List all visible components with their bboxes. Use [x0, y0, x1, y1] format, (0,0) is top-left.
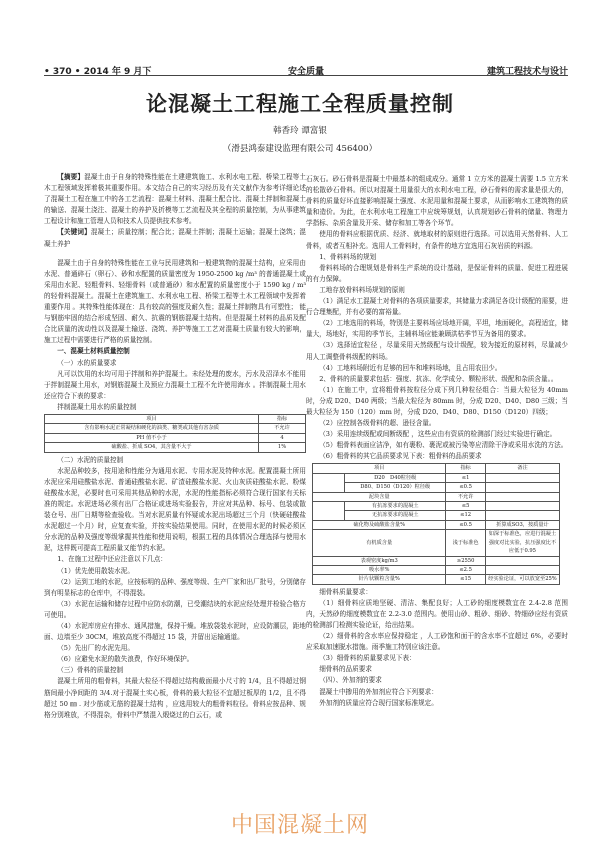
table-cell: 4	[259, 433, 306, 442]
table-cell: 不允许	[259, 424, 306, 433]
table-cell	[485, 473, 559, 482]
table-cell	[485, 556, 559, 565]
list-item: （1）在施工中，宜将粗骨料按粒径分成下列几种粒径组合：当最大粒径为 40mm 时，分成 D20、D40 两级；当最大粒径为 80mm 时，分成 D20、D40、D80 三级；当最大粒径为 150（120）mm 时，分成 D20、D40、D80、D150（D120）四级；	[306, 385, 568, 416]
abstract-text: 混凝土由于自身的特殊性能在土建建筑施工、水利水电工程、桥梁工程等土木工程领域发挥着极其重要作用。本文结合自己的实习经历及有关文献作为参考详细论述了混凝土工程在施工中的各工艺流程：混凝土材料、混凝土配合比、混凝土拌制和混凝土的输送、混凝土浇注、混凝土的养护及折模等工艺流程及其全程的质量控制，为从事建筑工程设计和施工管理人员和技术人员提供技术参考。	[44, 173, 307, 226]
header-rule	[44, 75, 568, 76]
fine-caption: 细骨料的品质要求	[319, 665, 372, 674]
table-cell: 不允许	[446, 492, 486, 501]
table-header: 指标	[259, 414, 306, 423]
yard-paragraph: 骨料料场的合理规划是骨料生产系统的设计基础，是保证骨料的质量、促进工程进展的有力保障。	[306, 263, 568, 283]
yard-principle: 工地存放骨料料场规划的原则	[319, 285, 405, 294]
subsection-heading: （一）水的质量要求	[57, 358, 117, 367]
table-cell: 含有影响水泥正常凝结和硬化的油类、糖类或其他有害杂质	[45, 424, 259, 433]
subsection-heading: （二）水泥的质量控制	[57, 455, 124, 464]
table-row	[313, 520, 560, 529]
subsection-heading: （四）、外加剂的要求	[319, 676, 382, 685]
journal-name: 建筑工程技术与设计	[486, 67, 568, 77]
list-item: （2）细骨料的含水率应保持稳定 ，人工砂饱和面干的含水率不宜超过 6%，必要时应采取加速脱水措施。雨季施工特别应该注意。	[306, 632, 568, 652]
table-cell	[485, 492, 559, 501]
list-item: （1）细骨料应质地坚硬、清洁、集配良好；人工砂的细度模数宜在 2.4-2.8 范围内，天然砂的细度模数宜在 2.2-3.0 范围内。使用山砂、粗砂、细砂、特细砂应经有资质的检测部门检测实验论证，给出结果。	[306, 598, 568, 629]
table-cell: D20 D40粒径级	[345, 473, 446, 482]
table-cell: ≤1	[446, 473, 486, 482]
coarse-aggregate-table	[312, 463, 560, 584]
cement-paragraph: 水泥品种较多，按用途和性能分为通用水泥、专用水泥及特种水泥。配置混凝土所用水泥应采用硅酸盐水泥、普通硅酸盐水泥、矿渣硅酸盐水泥、火山灰质硅酸盐水泥、粉煤硅酸盐水泥，必要时也可采用其他品种的水泥，水泥的性能指标必须符合现行国家有关标准的规定。水泥进场必须有出厂合格证或进场实验报告，并应对其品种、标号、包装或散装仓号、出厂日期等检查验收。当对水泥质量有怀疑或水泥出场超过三个月（快硬硅酸盐水泥超过一个月）时，应复查实验，并按实验结果使用。同时，在使用水泥的时候必须区分水泥的品种及强度等级掌握其性能和使用说明，根据工程的具体情况合理选择与使用水泥，这样既可提高工程质量又能节约水泥。	[44, 466, 306, 553]
list-item: （3）选择适宜粒径 ，尽量采用天然级配与设计级配，较为接近的原材料，尽量减少用人工调整骨料级配的料场。	[306, 341, 568, 361]
list-item: （3）采用连续级配或间断级配 ，这些应由有资质的检测部门经过实验进行确定。	[319, 430, 557, 439]
points-intro: 1、在施工过程中还应注意以下几点：	[57, 555, 167, 564]
list-item: （6）粗骨料的其它品质要求见下表：粗骨料的品质要求	[319, 452, 482, 461]
abstract	[44, 172, 306, 227]
table-cell: 1%	[259, 443, 306, 452]
running-header	[44, 60, 568, 76]
page-info: • 370 • 2014 年 9 月下	[44, 67, 152, 77]
table-cell: 如深于标准色，应进行混凝土强度对比实验，抗压强度比不应低于0.95	[485, 530, 559, 556]
list-item: （3）水泥在运输和储存过程中应防水防潮，已受潮结块的水泥应经处理并检验合格方可使用。	[44, 599, 306, 619]
section-name: 安全质量	[287, 67, 324, 77]
table-header: 项目	[313, 464, 446, 473]
table-cell: 无抗冻要求的混凝土	[345, 511, 446, 520]
list-item: （2）应控制各级骨料的超、逊径含量。	[319, 419, 436, 428]
table-cell: 表观密度kg/m3	[313, 556, 446, 565]
table-row	[45, 433, 306, 442]
table-row	[313, 575, 560, 584]
fine-heading: 细骨料质量要求：	[319, 587, 372, 596]
table-row	[313, 565, 560, 574]
list-item: （6）应避免水泥的散失浪费，作好环境保护。	[57, 655, 194, 664]
table-cell: PH 值不小于	[45, 433, 259, 442]
table-cell	[485, 565, 559, 574]
table-header-row	[45, 414, 306, 423]
water-quality-table	[44, 414, 306, 453]
table-cell: ≤5	[446, 502, 486, 511]
list-item: （5）粗骨料表面应洁净，如有裹粉、裹泥或被污染等应清除干净或采用水洗的方法。	[319, 441, 568, 450]
list-item: （3）细骨料的质量要求见下表：	[319, 654, 416, 663]
table-cell: 经实验论证，可以放宽至25%	[485, 575, 559, 584]
table-header: 指标	[446, 464, 486, 473]
article-title: 论混凝土工程施工全程质量控制	[146, 91, 454, 116]
table-cell: 有机质含量	[313, 530, 446, 556]
aggregate-paragraph: 混凝土所用的粗骨料，其最大粒径不得超过结构截面最小尺寸的 1/4，且不得超过钢筋间最小净间距的 3/4.对于混凝土实心板，骨料的最大粒径不宜超过板厚的 1/2，且不得超过 50 ㎜ . 对少筋或无筋的混凝土结构 ，应选用较大的粗骨料粒径。骨料应按品种、规格分别堆放，不得混杂，骨料中严禁混入煅烧过的白云石，或	[44, 677, 306, 719]
table-row	[313, 473, 560, 482]
keywords-label: 【关键词】	[57, 228, 91, 237]
table-cell	[485, 483, 559, 492]
list-item: （4）工地料场附近有足够的回车和堆料场地，且占用农田少。	[319, 363, 502, 372]
table-row	[313, 556, 560, 565]
table-cell: 泥块含量	[313, 492, 446, 501]
left-column	[44, 172, 306, 721]
table-cell: 吸水率%	[313, 565, 446, 574]
table-header: 备注	[485, 464, 559, 473]
list-item: （1）满足水工混凝土对骨料的各项质量要求，其储量力求满足各设计级配的需要，进行合理集配，并有必要的富裕量。	[306, 297, 568, 317]
table-row	[313, 502, 560, 511]
intro-paragraph: 混凝土由于自身的特殊性能在工业与民用建筑和一般建筑物的混凝土结构，应采用由水泥、普通碎石（卵石）、砂和水配置的质量密度为 1950-2500 kg /m³ 的普通混凝土或采用由水泥、轻粗骨料、轻细骨料（或普通砂）和水配置的质量密度小于 1590 kg / m³ 的轻骨料混凝土。混凝土在建筑施工、水利水电工程、桥梁工程等土木工程领域中发挥着重要作用 。其特殊性能体现在：具有较高的强度及耐久性；混凝土拌制物具有可塑性； 能与钢筋牢固的结合形成坚固、耐久、抗震的钢筋混凝土结构。但是混凝土材料的品质及配合比质量的波动性以及混凝土输送、浇筑、养护等施工工艺对混凝土质量有较大的影响，施工过程中需要进行严格的质量控制。	[44, 258, 306, 345]
continued-paragraph: 石灰石。砂石骨料是混凝土中最基本的组成成分。通常 1 立方米的混凝土需要 1.5 立方米的松散砂石骨料。所以对混凝土用量很大的水利水电工程，砂石骨料的需求量是很大的，骨料的质量好坏直接影响混凝土强度、水泥用量和混凝土要求，从而影响水工建筑物的质量和造价。为此，在水利水电工程施工中应统筹规划，认真规划砂石骨料的储量、物理力学指标、杂质含量及开采、储存和加工等各个环节。	[306, 175, 568, 228]
affiliation: （滑县鸿泰建设监理有限公司 456400）	[222, 144, 378, 154]
quality-intro: 2、骨料的质量要求包括：强度、抗冻、化学成分、颗粒形状、级配和杂质含量。。	[319, 374, 558, 383]
water-paragraph: 凡可以饮用的水均可用于拌制和养护混凝土。未经处理的废水，污水及沼泽水不能用于拌制混凝土用水，对钢筋混凝土及预应力混凝土工程不允许使用海水 。拌制混凝土用水还应符合下表的要求：	[44, 369, 306, 400]
table-cell: D80、D150（D120）粒径级	[345, 483, 446, 492]
table-cell	[485, 511, 559, 520]
table-cell: ≤15	[446, 575, 486, 584]
watermark: 中国混凝土网	[230, 813, 369, 838]
table-cell: ≤0.5	[446, 483, 486, 492]
right-column	[306, 174, 568, 709]
table-row	[45, 424, 306, 433]
table-cell: 针片状颗粒含量%	[313, 575, 446, 584]
section-heading: 一、混凝土材料质量控制	[57, 347, 130, 356]
table-header-row	[313, 464, 560, 473]
table-row	[313, 530, 560, 556]
select-paragraph: 使用的骨料应根据优质、经济、就地取材的原则进行选择。可以选用天然骨料、人工骨料，或者互相补充。选用人工骨料时，有条件的地方宜选用石灰岩质的料源。	[306, 230, 568, 250]
list-item: （4）水泥库房应有排水、通风措施，保持干燥。堆放袋装水泥时，应设防潮层，距地面、边墙至少 30CM，堆放高度不得超过 15 袋，并留出运输通道。	[44, 622, 306, 642]
table-cell: 硫酸盐、折成 SO4，其含量不大于	[45, 443, 259, 452]
table-cell	[485, 502, 559, 511]
table-row	[313, 483, 560, 492]
table-header: 项目	[45, 414, 259, 423]
list-item: （2）运到工地的水泥，应按标明的品种、强度等级、生产厂家和出厂批号，分别储存到有明显标志的仓库中，不得混装。	[44, 577, 306, 597]
keywords-text: 混凝土；质量控制；配合比；混凝土拌制；混凝土运输；混凝土浇筑；混凝土养护	[44, 228, 307, 248]
list-item: （2）工地选用的料场，特别是主要料场应场地开阔，平坦，地面硬化，高程适宜，储量大，场地好，实用的季节长，主辅料场应能兼顾洪枯季节互为备用的要求。	[306, 319, 568, 339]
table-cell: 折算成SO3，按质量计	[485, 520, 559, 529]
list-item: （5）先出厂的水泥先用。	[57, 644, 134, 653]
table-row	[313, 492, 560, 501]
table-row	[313, 511, 560, 520]
table-cell: 浅于标准色	[446, 530, 486, 556]
table-cell: ≤0.5	[446, 520, 486, 529]
authors: 韩香玲 谭富银	[273, 126, 327, 136]
table-cell: ≤12	[446, 511, 486, 520]
table-cell: 有抗冻要求的混凝土	[345, 502, 446, 511]
table-cell: 硫化物及硫酸盐含量%	[313, 520, 446, 529]
table-row	[45, 443, 306, 452]
table-cell: ≤2.5	[446, 565, 486, 574]
table-cell: ≥2550	[446, 556, 486, 565]
keywords	[44, 227, 306, 249]
water-table-caption: 拌制混凝土用水的质量控制	[57, 402, 137, 411]
abstract-label: 【摘要】	[57, 173, 85, 181]
subsection-heading: （三）骨料的质量控制	[57, 666, 124, 675]
admixture-text: 混凝土中掺用的外加剂应符合下列要求：	[319, 687, 438, 696]
admixture-text: 外加剂的质量应符合现行国家标准规定。	[319, 698, 438, 707]
list-item: （1）优先使用散装水泥。	[57, 566, 134, 575]
yard-heading: 1、骨料料场的规划	[319, 252, 377, 261]
